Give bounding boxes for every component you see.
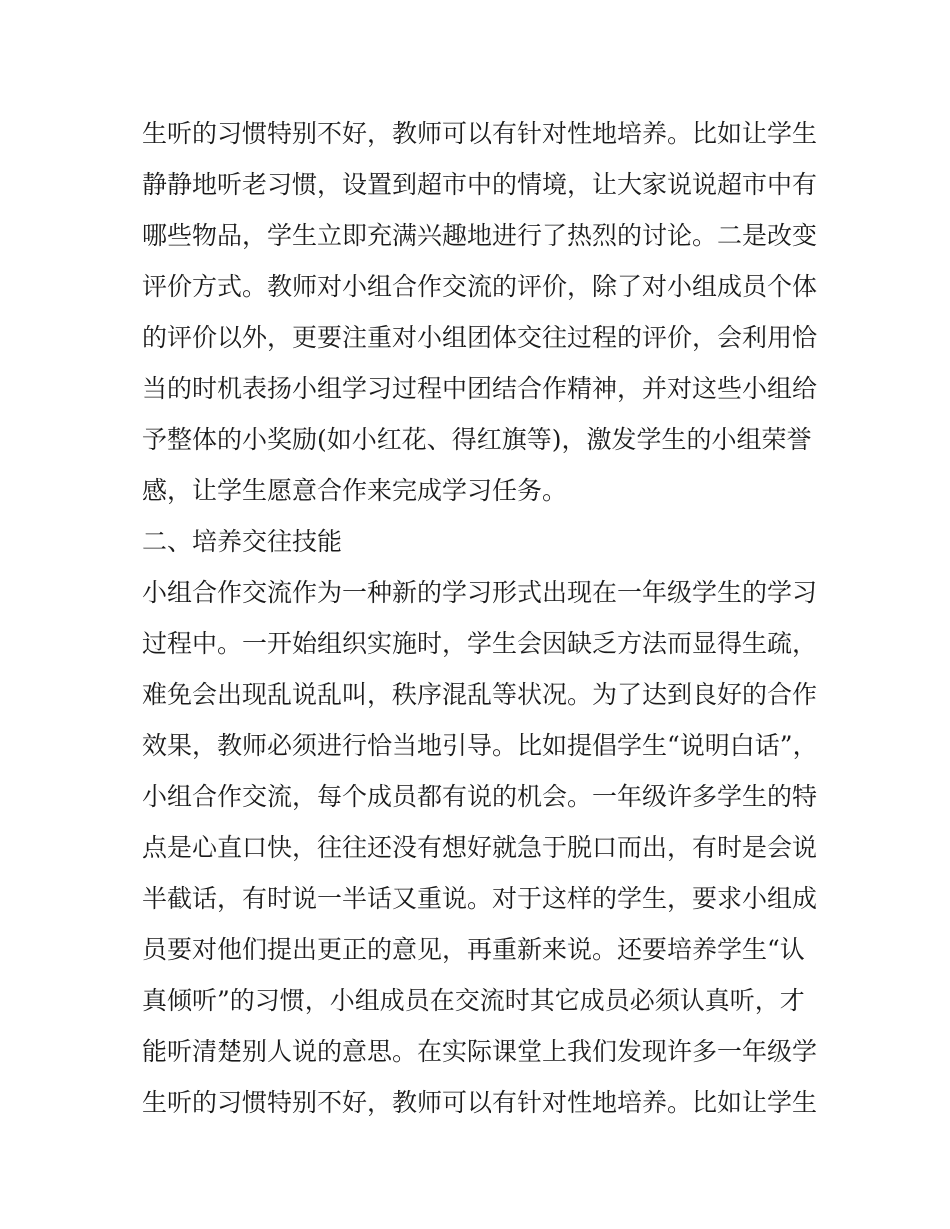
text-line: 效果，教师必须进行恰当地引导。比如提倡学生“说明白话”， (142, 731, 818, 760)
text-line: 生听的习惯特别不好，教师可以有针对性地培养。比如让学生 (142, 1088, 818, 1117)
text-line: 当的时机表扬小组学习过程中团结合作精神，并对这些小组给 (142, 374, 818, 403)
text-line: 感，让学生愿意合作来完成学习任务。 (142, 476, 568, 505)
text-line: 员要对他们提出更正的意见，再重新来说。还要培养学生“认 (142, 935, 805, 964)
text-line: 静静地听老习惯，设置到超市中的情境，让大家说说超市中有 (142, 170, 818, 199)
text-line: 的评价以外，更要注重对小组团体交往过程的评价，会利用恰 (142, 323, 818, 352)
text-line: 小组合作交流作为一种新的学习形式出现在一年级学生的学习 (142, 578, 818, 607)
section-heading: 二、培养交往技能 (142, 527, 343, 556)
text-line: 小组合作交流，每个成员都有说的机会。一年级许多学生的特 (142, 782, 818, 811)
text-line: 半截话，有时说一半话又重说。对于这样的学生，要求小组成 (142, 884, 818, 913)
text-line: 哪些物品，学生立即充满兴趣地进行了热烈的讨论。二是改变 (142, 221, 818, 250)
text-line: 评价方式。教师对小组合作交流的评价，除了对小组成员个体 (142, 272, 818, 301)
text-line: 能听清楚别人说的意思。在实际课堂上我们发现许多一年级学 (142, 1037, 818, 1066)
text-line: 过程中。一开始组织实施时，学生会因缺乏方法而显得生疏， (142, 629, 818, 658)
text-line: 予整体的小奖励(如小红花、得红旗等)，激发学生的小组荣誉 (142, 425, 812, 454)
text-line: 点是心直口快，往往还没有想好就急于脱口而出，有时是会说 (142, 833, 818, 862)
text-line: 生听的习惯特别不好，教师可以有针对性地培养。比如让学生 (142, 119, 818, 148)
text-line: 难免会出现乱说乱叫，秩序混乱等状况。为了达到良好的合作 (142, 680, 818, 709)
body-text (142, 108, 832, 1128)
text-line: 真倾听”的习惯，小组成员在交流时其它成员必须认真听，才 (142, 986, 805, 1015)
